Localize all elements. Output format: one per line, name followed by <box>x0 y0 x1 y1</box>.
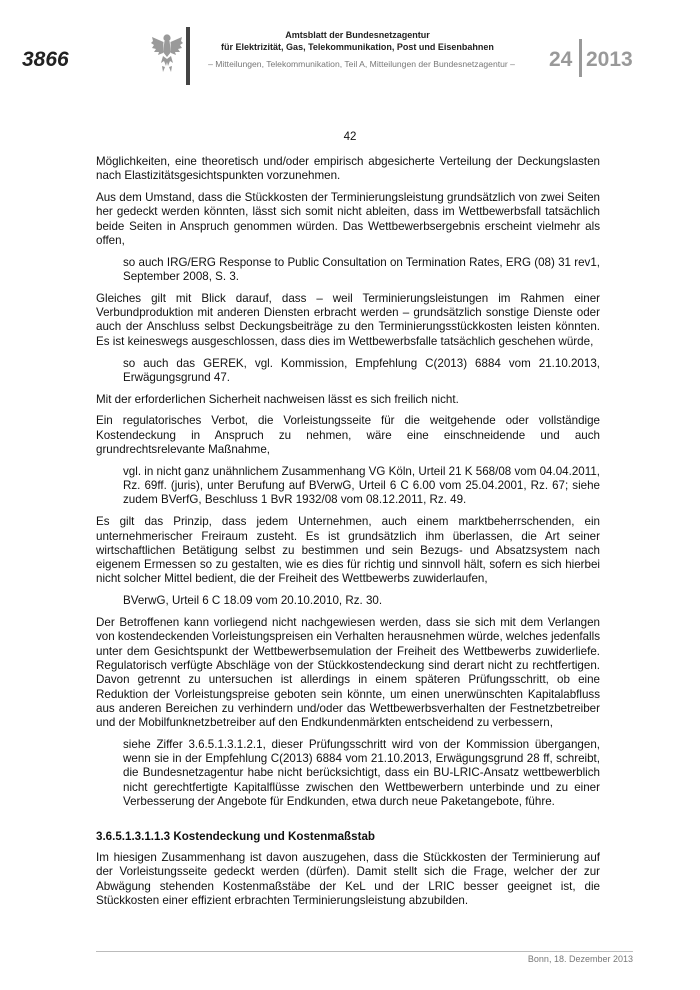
citation-paragraph: vgl. in nicht ganz unähnlichem Zusammenhang VG Köln, Urteil 21 K 568/08 vom 04.04.2011, Rz. 69ff. (juris), unter Berufung auf BVerwG, Urteil 6 C 6.00 vom 25.04.2001, Rz. 67; siehe zudem BVerfG, Beschluss 1 BvR 1932/08 vom 08.12.2011, Rz. 49. <box>123 464 600 507</box>
body-paragraph: Gleiches gilt mit Blick darauf, dass – weil Terminierungsleistungen im Rahmen einer Verbundproduktion mit anderen Diensten erbracht werden – grundsätzlich sonstige Dienste oder auch der Anschluss selbst Deckungsbeiträge zu den Terminierungsstückkosten leisten könnten. Es ist keineswegs ausgeschlossen, dass dies im Wettbewerbsfalle tatsächlich geschehen würde, <box>96 291 600 348</box>
citation-paragraph: so auch IRG/ERG Response to Public Consultation on Termination Rates, ERG (08) 31 rev1, September 2008, S. 3. <box>123 255 600 284</box>
header-title-line2: für Elektrizität, Gas, Telekommunikation, Post und Eisenbahnen <box>221 42 494 52</box>
document-body <box>96 155 600 916</box>
citation-paragraph: siehe Ziffer 3.6.5.1.3.1.2.1, dieser Prüfungsschritt wird von der Kommission übergangen, wenn sie in der Empfehlung C(2013) 6884 vom 21.10.2013, Erwägungsgrund 28 ff, schreibt, die Bundesnetzagentur habe nicht berücksichtigt, dass ein BU-LRIC-Ansatz wettbewerblich nicht gerechtfertigte Kapitalflüsse zwischen den Wettbewerbern unterbinde und zu einer Verbesserung der Angebote für Endkunden, etwa durch neue Paketangebote, führe. <box>123 737 600 809</box>
body-paragraph: Es gilt das Prinzip, dass jedem Unternehmen, auch einem marktbeherrschenden, ein unternehmerischer Freiraum zusteht. Es ist grundsätzlich ihm überlassen, die Art seiner wirtschaftlichen Betätigung selbst zu bestimmen und sein Bezugs- und Absatzsystem nach eigenem Ermessen so zu gestalten, wie es dies für richtig und sinnvoll hält, sofern es sich hierbei nicht solcher Mittel bedient, die der Freiheit des Wettbewerbs zuwiderlaufen, <box>96 515 600 586</box>
body-paragraph: Aus dem Umstand, dass die Stückkosten der Terminierungsleistung grundsätzlich von zwei Seiten her gedeckt werden könnten, lässt sich somit nicht ableiten, dass im Wettbewerbsfall tatsächlich beide Seiten in Anspruch genommen würden. Das Wettbewerbsergebnis erscheint vielmehr als offen, <box>96 191 600 247</box>
footer-date: Bonn, 18. Dezember 2013 <box>527 954 633 964</box>
header-issue-divider <box>579 39 582 77</box>
body-paragraph: Möglichkeiten, eine theoretisch und/oder empirisch abgesicherte Verteilung der Deckungslasten nach Elastizitätsgesichtspunkten vorzunehmen. <box>96 155 600 183</box>
citation-paragraph: so auch das GEREK, vgl. Kommission, Empfehlung C(2013) 6884 vom 21.10.2013, Erwägungsgrund 47. <box>123 356 600 384</box>
body-paragraph: Der Betroffenen kann vorliegend nicht nachgewiesen werden, dass sie sich mit dem Verlangen von kostendeckenden Vorleistungspreisen ein Verhalten herausnehmen würde, welches jedenfalls unter dem Gesichtspunkt der Wettbewerbsemulation der Freiheit des Wettbewerbs zuwiderliefe. Regulatorisch verfügte Abschläge von der Stückkostendeckung sind derart nicht zu rechtfertigen. Davon getrennt zu untersuchen ist allerdings in einem späteren Prüfungsschritt, ob eine Reduktion der Vorleistungspreise geboten sein könnte, um einen unerwünschten Kapitalabfluss aus anderen Bereichen zu verhindern und/oder das Wettbewerbsverhalten der Festnetzbetreiber und der Mobilfunknetzbetreiber auf den Endkundenmärkten entscheidend zu verbessern, <box>96 616 601 730</box>
header-year: 2013 <box>586 48 633 71</box>
header-issue: 24 <box>549 48 573 71</box>
header-title-line1: Amtsblatt der Bundesnetzagentur <box>285 30 430 40</box>
header-page-number: 3866 <box>22 48 69 71</box>
body-paragraph: Mit der erforderlichen Sicherheit nachweisen lässt es sich freilich nicht. <box>96 392 459 406</box>
header-subtitle: – Mitteilungen, Telekommunikation, Teil A, Mitteilungen der Bundesnetzagentur – <box>208 59 515 69</box>
federal-eagle-icon <box>150 30 184 76</box>
body-paragraph: Ein regulatorisches Verbot, die Vorleistungsseite für die weitgehende oder vollständige Kostendeckung in Anspruch zu nehmen, wäre eine einschneidende und auch grundrechtsrelevante Maßnahme, <box>96 414 600 457</box>
section-heading: 3.6.5.1.3.1.1.3 Kostendeckung und Kostenmaßstab <box>96 830 375 844</box>
footer-divider <box>96 951 633 952</box>
body-paragraph: Im hiesigen Zusammenhang ist davon auszugehen, dass die Stückkosten der Terminierung auf der Vorleistungsseite gedeckt werden (dürfen). Damit stellt sich die Frage, welcher der zur Abwägung stehenden Kostenmaßstäbe der KeL und der LRIC besser geeignet ist, die Stückkosten einer effizient erbrachten Terminierungsleistung abzubilden. <box>96 851 600 908</box>
page-label: 42 <box>343 131 357 143</box>
citation-paragraph: BVerwG, Urteil 6 C 18.09 vom 20.10.2010, Rz. 30. <box>123 594 383 608</box>
